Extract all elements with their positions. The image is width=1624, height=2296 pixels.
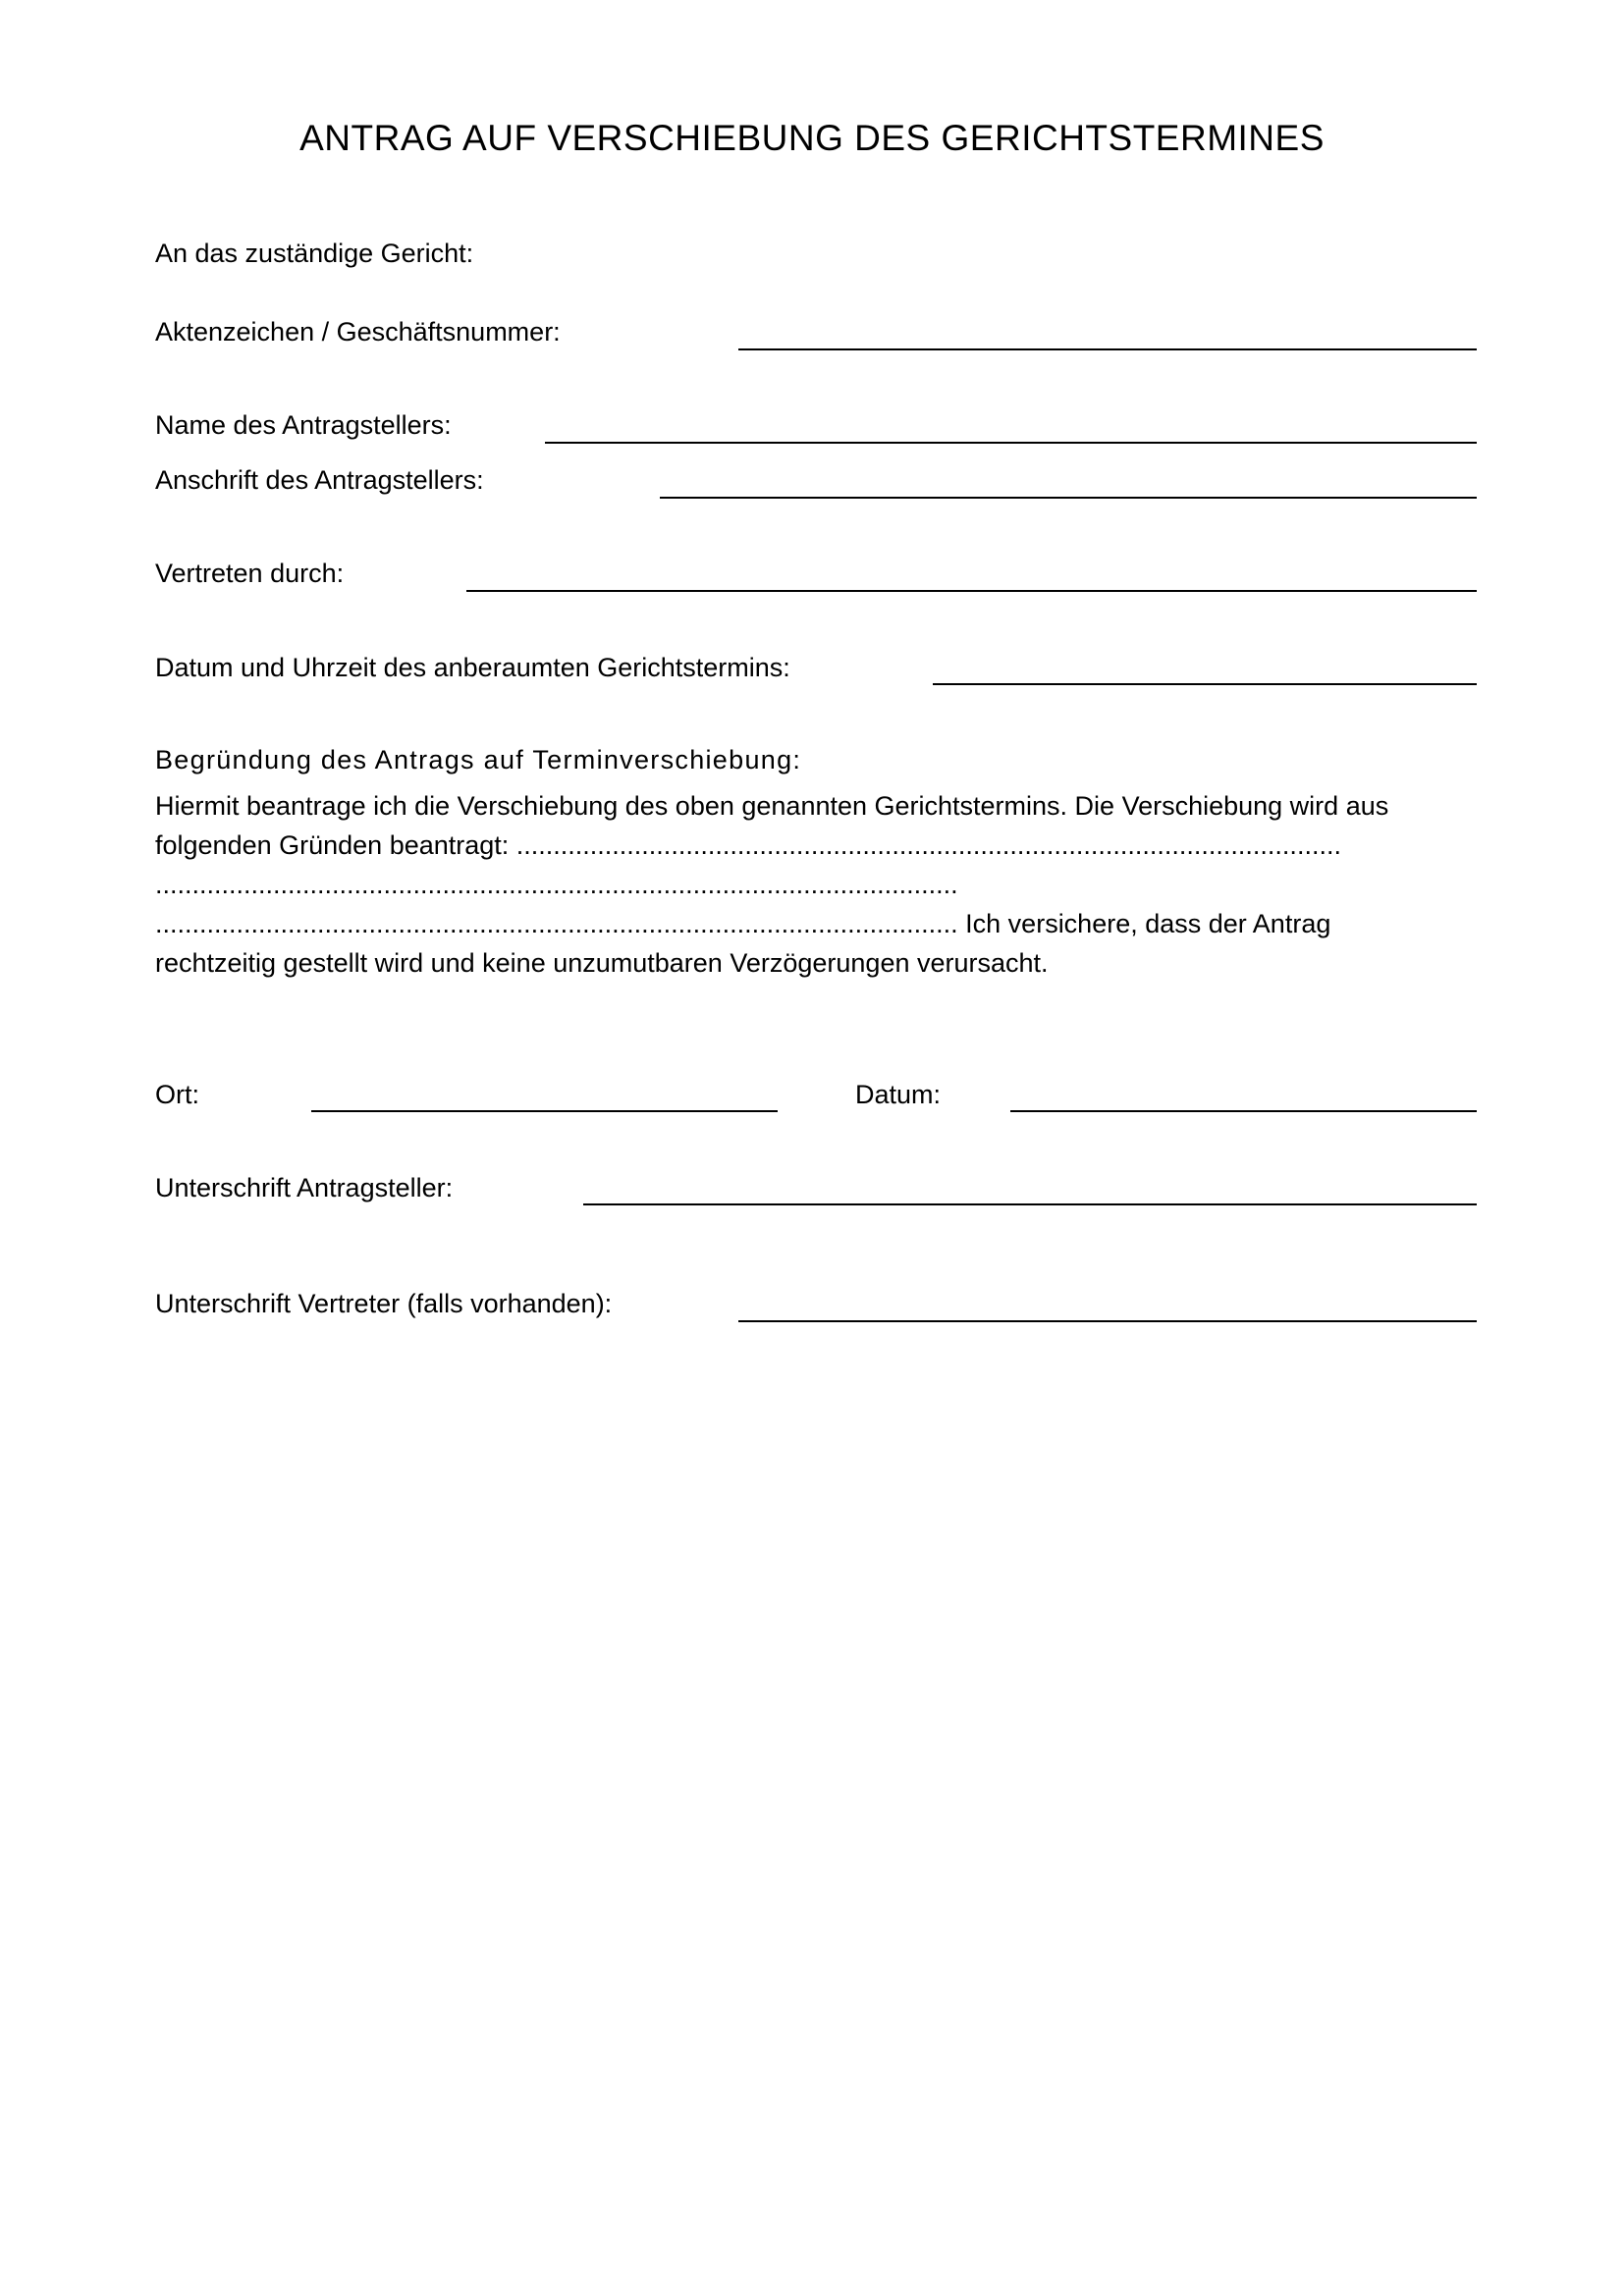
applicant-signature-label: Unterschrift Antragsteller: (155, 1173, 454, 1202)
reasoning-paragraph (155, 786, 1490, 983)
document-title: ANTRAG AUF VERSCHIEBUNG DES GERICHTSTERMINES (299, 118, 1325, 158)
applicant-address-label: Anschrift des Antragstellers: (155, 465, 484, 495)
applicant-name-field-line[interactable] (545, 442, 1477, 444)
reasoning-line: folgenden Gründen beantragt: ................................................................................................................ (155, 830, 1341, 860)
represented-by-label: Vertreten durch: (155, 559, 345, 588)
applicant-signature-line[interactable] (583, 1203, 1477, 1205)
court-date-field-line[interactable] (933, 683, 1477, 685)
reasoning-line: Hiermit beantrage ich die Verschiebung des oben genannten Gerichtstermins. Die Verschiebung wird aus (155, 791, 1389, 821)
case-number-label: Aktenzeichen / Geschäftsnummer: (155, 317, 561, 347)
date-field-line[interactable] (1010, 1110, 1477, 1112)
case-number-field-line[interactable] (738, 348, 1477, 350)
reasoning-heading: Begründung des Antrags auf Terminverschiebung: (155, 745, 802, 774)
reasoning-line: ............................................................................................................. Ich versichere, dass der Antrag (155, 909, 1331, 938)
representative-signature-label: Unterschrift Vertreter (falls vorhanden): (155, 1289, 613, 1318)
court-label: An das zuständige Gericht: (155, 239, 474, 268)
court-date-label: Datum und Uhrzeit des anberaumten Gerichtstermins: (155, 653, 790, 682)
reasoning-line: ............................................................................................................. (155, 870, 958, 899)
represented-by-field-line[interactable] (466, 590, 1477, 592)
date-label: Datum: (855, 1080, 942, 1109)
applicant-name-label: Name des Antragstellers: (155, 410, 452, 440)
reasoning-line: rechtzeitig gestellt wird und keine unzumutbaren Verzögerungen verursacht. (155, 948, 1049, 978)
representative-signature-line[interactable] (738, 1320, 1477, 1322)
place-label: Ort: (155, 1080, 199, 1109)
place-field-line[interactable] (311, 1110, 778, 1112)
applicant-address-field-line[interactable] (660, 497, 1477, 499)
